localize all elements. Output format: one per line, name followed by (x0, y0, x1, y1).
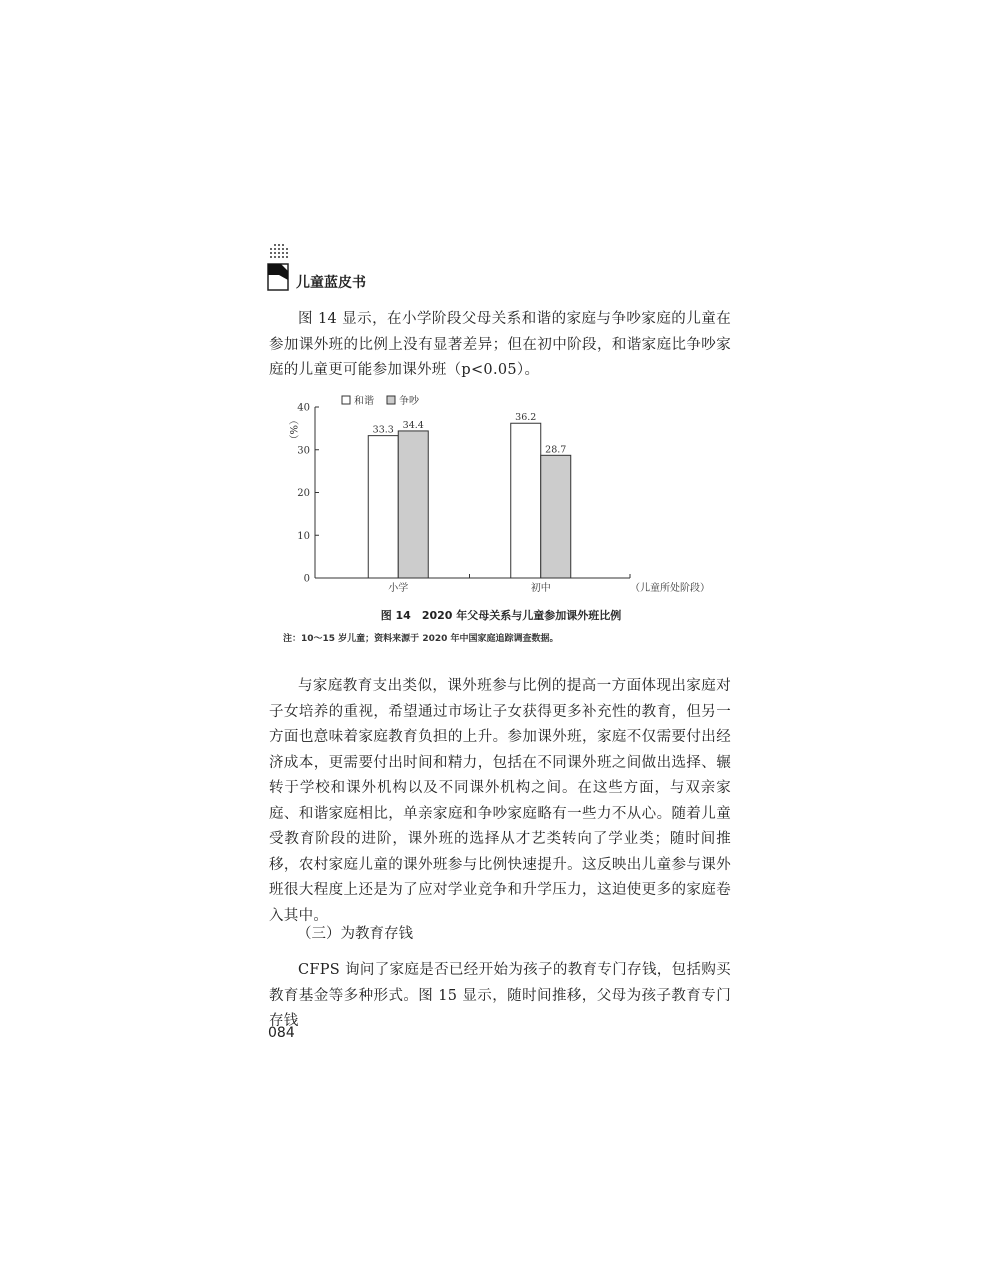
figure-note: 注：10～15 岁儿童；资料来源于 2020 年中国家庭追踪调查数据。 (283, 634, 559, 644)
legend-swatch (387, 396, 395, 404)
bar (511, 423, 541, 578)
figure-caption: 图 14 2020 年父母关系与儿童参加课外班比例 (380, 609, 622, 622)
legend-label: 争吵 (399, 396, 419, 407)
y-tick-label: 20 (297, 488, 310, 499)
header-dots-decoration (270, 244, 290, 262)
legend-swatch (342, 396, 350, 404)
y-axis-label: （%） (287, 415, 298, 445)
data-label: 36.2 (515, 412, 537, 424)
y-tick-label: 30 (297, 445, 310, 457)
bar (368, 436, 398, 578)
paragraph-1 (269, 307, 731, 384)
legend-label: 和谐 (354, 396, 374, 407)
paragraph-3 (269, 958, 731, 1035)
bar (541, 455, 571, 578)
x-tick-label: 初中 (530, 583, 551, 594)
x-axis-label: （儿童所处阶段） (630, 583, 710, 594)
data-label: 33.3 (372, 424, 394, 436)
book-tab-icon (267, 263, 291, 291)
paragraph-3-text: CFPS 询问了家庭是否已经开始为孩子的教育专门存钱，包括购买教育基金等多种形式。图 15 显示，随时间推移，父母为孩子教育专门存钱 (269, 962, 731, 1029)
y-tick-label: 0 (303, 573, 310, 585)
x-tick-label: 小学 (388, 583, 409, 594)
data-label: 34.4 (402, 419, 424, 431)
y-tick-label: 40 (297, 402, 310, 414)
data-label: 28.7 (545, 444, 567, 456)
bar (398, 431, 428, 578)
section-heading: （三）为教育存钱 (297, 926, 413, 942)
paragraph-2 (269, 674, 731, 929)
y-tick-label: 10 (297, 530, 310, 542)
paragraph-2-text: 与家庭教育支出类似，课外班参与比例的提高一方面体现出家庭对子女培养的重视，希望通过市场让子女获得更多补充性的教育，但另一方面也意味着家庭教育负担的上升。参加课外班，家庭不仅需要付出经济成本，更需要付出时间和精力，包括在不同课外班之间做出选择、辗转于学校和课外机构以及不同课外机构之间。在这些方面，与双亲家庭、和谐家庭相比，单亲家庭和争吵家庭略有一些力不从心。随着儿童受教育阶段的进阶，课外班的选择从才艺类转向了学业类；随时间推移，农村家庭儿童的课外班参与比例快速提升。这反映出儿童参与课外班很大程度上还是为了应对学业竞争和升学压力，这迫使更多的家庭卷入其中。 (269, 678, 731, 924)
paragraph-1-text: 图 14 显示，在小学阶段父母关系和谐的家庭与争吵家庭的儿童在参加课外班的比例上没有显著差异；但在初中阶段，和谐家庭比争吵家庭的儿童更可能参加课外班（p<0.05）。 (269, 311, 731, 378)
header-title: 儿童蓝皮书 (296, 275, 366, 291)
bar-chart (270, 394, 730, 599)
page-number: 084 (268, 1025, 295, 1041)
figure-14-chart (270, 394, 730, 599)
